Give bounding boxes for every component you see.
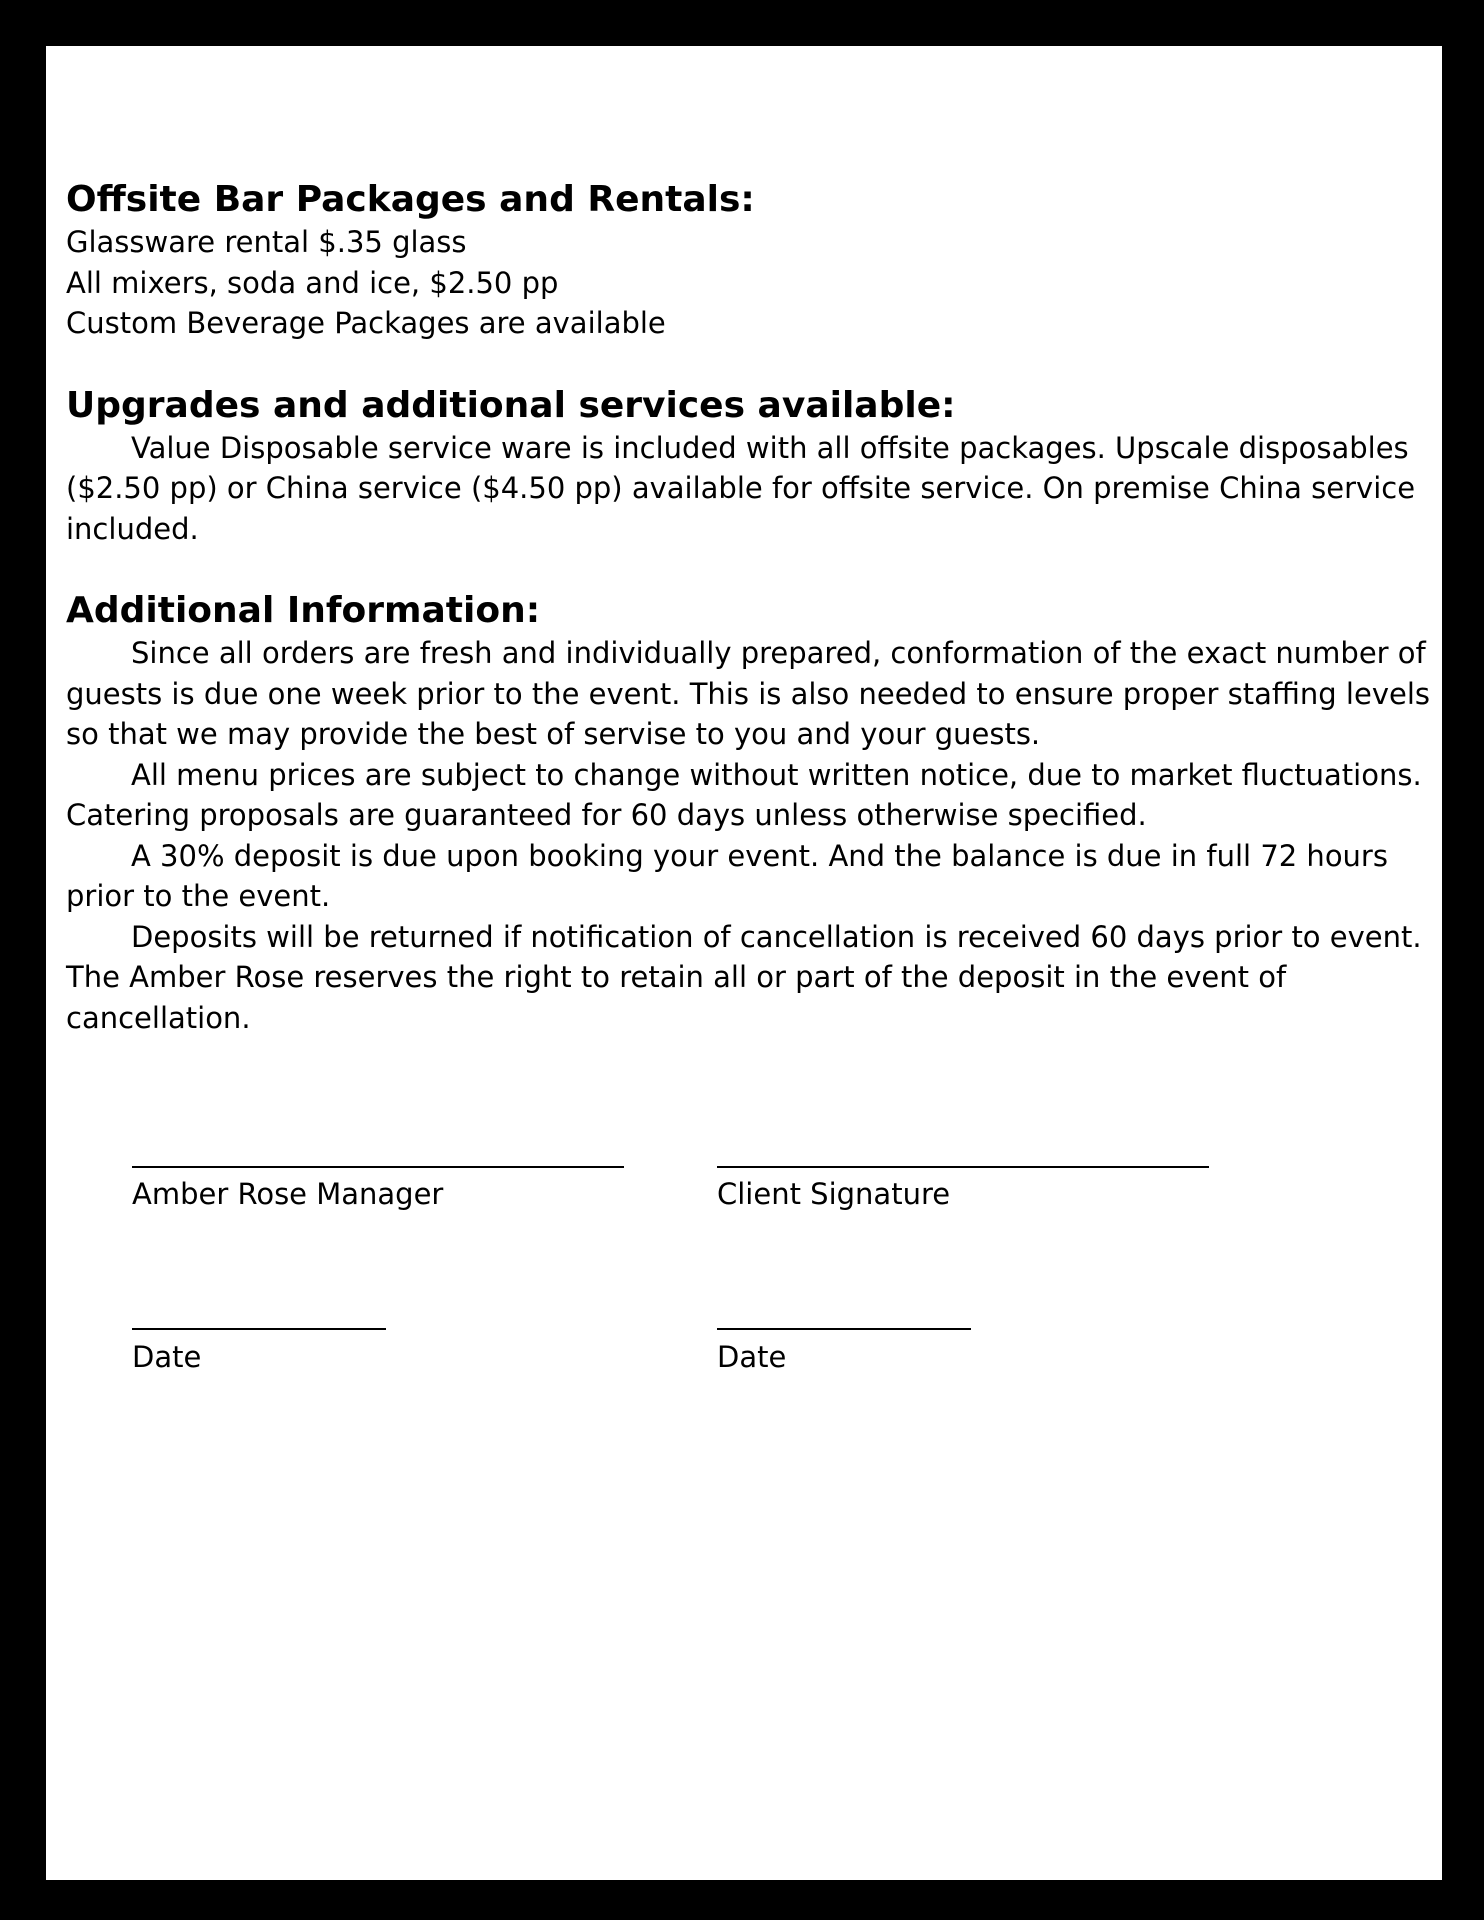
upgrades-paragraph: Value Disposable service ware is included with all offsite packages. Upscale disposables ($2.50 pp) or China service ($4.50 pp) available for offsite service. On premise China service included. xyxy=(66,430,1416,546)
additional-info-section xyxy=(66,591,1436,1038)
manager-date-line[interactable] xyxy=(132,1328,386,1330)
manager-signature-label: Amber Rose Manager xyxy=(132,1177,444,1211)
info-paragraph-prices: All menu prices are subject to change without written notice, due to market fluctuations. Catering proposals are guaranteed for 60 days unless otherwise specified. xyxy=(66,757,1422,832)
upgrades-heading: Upgrades and additional services available: xyxy=(66,384,956,426)
bar-item-glassware: Glassware rental $.35 glass xyxy=(66,225,467,259)
additional-info-heading: Additional Information: xyxy=(66,590,541,631)
info-paragraph-cancellation: Deposits will be returned if notification of cancellation is received 60 days prior to event. The Amber Rose reserves the right to retain all or part of the deposit in the event of cancellation. xyxy=(66,919,1422,1035)
info-paragraph-deposit: A 30% deposit is due upon booking your event. And the balance is due in full 72 hours prior to the event. xyxy=(66,838,1388,913)
client-signature-label: Client Signature xyxy=(717,1177,951,1211)
upgrades-section xyxy=(66,386,1436,550)
document-page xyxy=(46,46,1442,1880)
bar-packages-section xyxy=(66,180,1436,344)
info-paragraph-confirmation: Since all orders are fresh and individually prepared, conformation of the exact number of guests is due one week prior to the event. This is also needed to ensure proper staffing levels so that we may provide the best of servise to you and your guests. xyxy=(66,636,1430,751)
manager-signature-line[interactable] xyxy=(132,1166,624,1168)
bar-packages-heading: Offsite Bar Packages and Rentals: xyxy=(66,179,755,220)
document-content xyxy=(66,180,1436,1080)
manager-date-label: Date xyxy=(132,1340,202,1374)
client-signature-line[interactable] xyxy=(717,1166,1209,1168)
bar-item-custom: Custom Beverage Packages are available xyxy=(66,306,666,340)
bar-item-mixers: All mixers, soda and ice, $2.50 pp xyxy=(66,265,559,300)
client-date-line[interactable] xyxy=(717,1328,971,1330)
client-date-label: Date xyxy=(717,1340,787,1374)
